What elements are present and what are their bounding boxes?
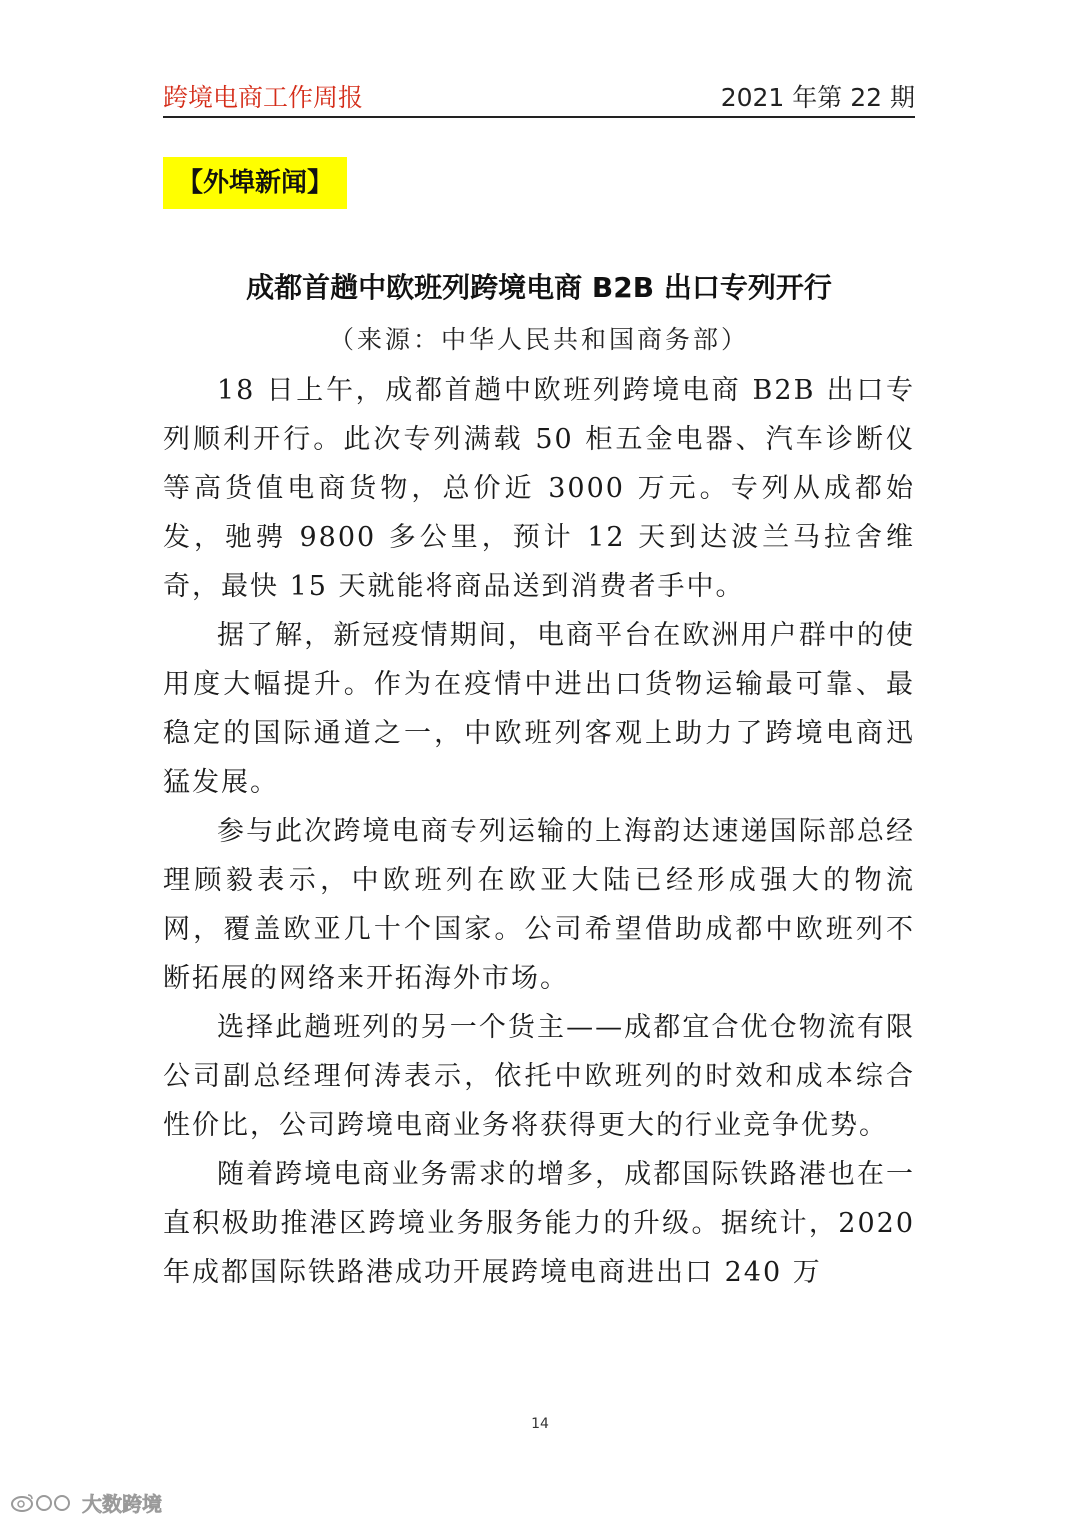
paragraph: 据了解，新冠疫情期间，电商平台在欧洲用户群中的使用度大幅提升。作为在疫情中进出口货物运输最可靠、最稳定的国际通道之一，中欧班列客观上助力了跨境电商迅猛发展。 [163, 620, 915, 798]
page-header [163, 74, 915, 118]
report-title: 跨境电商工作周报 [163, 83, 364, 112]
watermark-text: 大数跨境 [82, 1491, 162, 1516]
article-title: 成都首趟中欧班列跨境电商 B2B 出口专列开行 [246, 271, 832, 304]
paragraph: 选择此趟班列的另一个货主——成都宜合优仓物流有限公司副总经理何涛表示，依托中欧班列的时效和成本综合性价比，公司跨境电商业务将获得更大的行业竞争优势。 [163, 1012, 915, 1141]
section-tag: 【外埠新闻】 [163, 157, 347, 209]
paragraph: 参与此次跨境电商专列运输的上海韵达速递国际部总经理顾毅表示，中欧班列在欧亚大陆已经形成强大的物流网，覆盖欧亚几十个国家。公司希望借助成都中欧班列不断拓展的网络来开拓海外市场。 [163, 816, 915, 994]
paragraph: 18 日上午，成都首趟中欧班列跨境电商 B2B 出口专列顺利开行。此次专列满载 50 柜五金电器、汽车诊断仪等高货值电商货物，总价近 3000 万元。专列从成都始发，驰骋 9800 多公里，预计 12 天到达波兰马拉舍维奇，最快 15 天就能将商品送到消费者手中。 [163, 375, 915, 602]
watermark [10, 1488, 162, 1516]
paragraph: 随着跨境电商业务需求的增多，成都国际铁路港也在一直积极助推港区跨境业务服务能力的升级。据统计，2020 年成都国际铁路港成功开展跨境电商进出口 240 万 [163, 1159, 915, 1288]
article-body [163, 366, 915, 1297]
issue-number: 2021 年第 22 期 [720, 83, 915, 112]
weibo-logo-icon [10, 1491, 76, 1513]
article-source: （来源：中华人民共和国商务部） [328, 325, 749, 354]
page-number: 14 [531, 1416, 549, 1432]
